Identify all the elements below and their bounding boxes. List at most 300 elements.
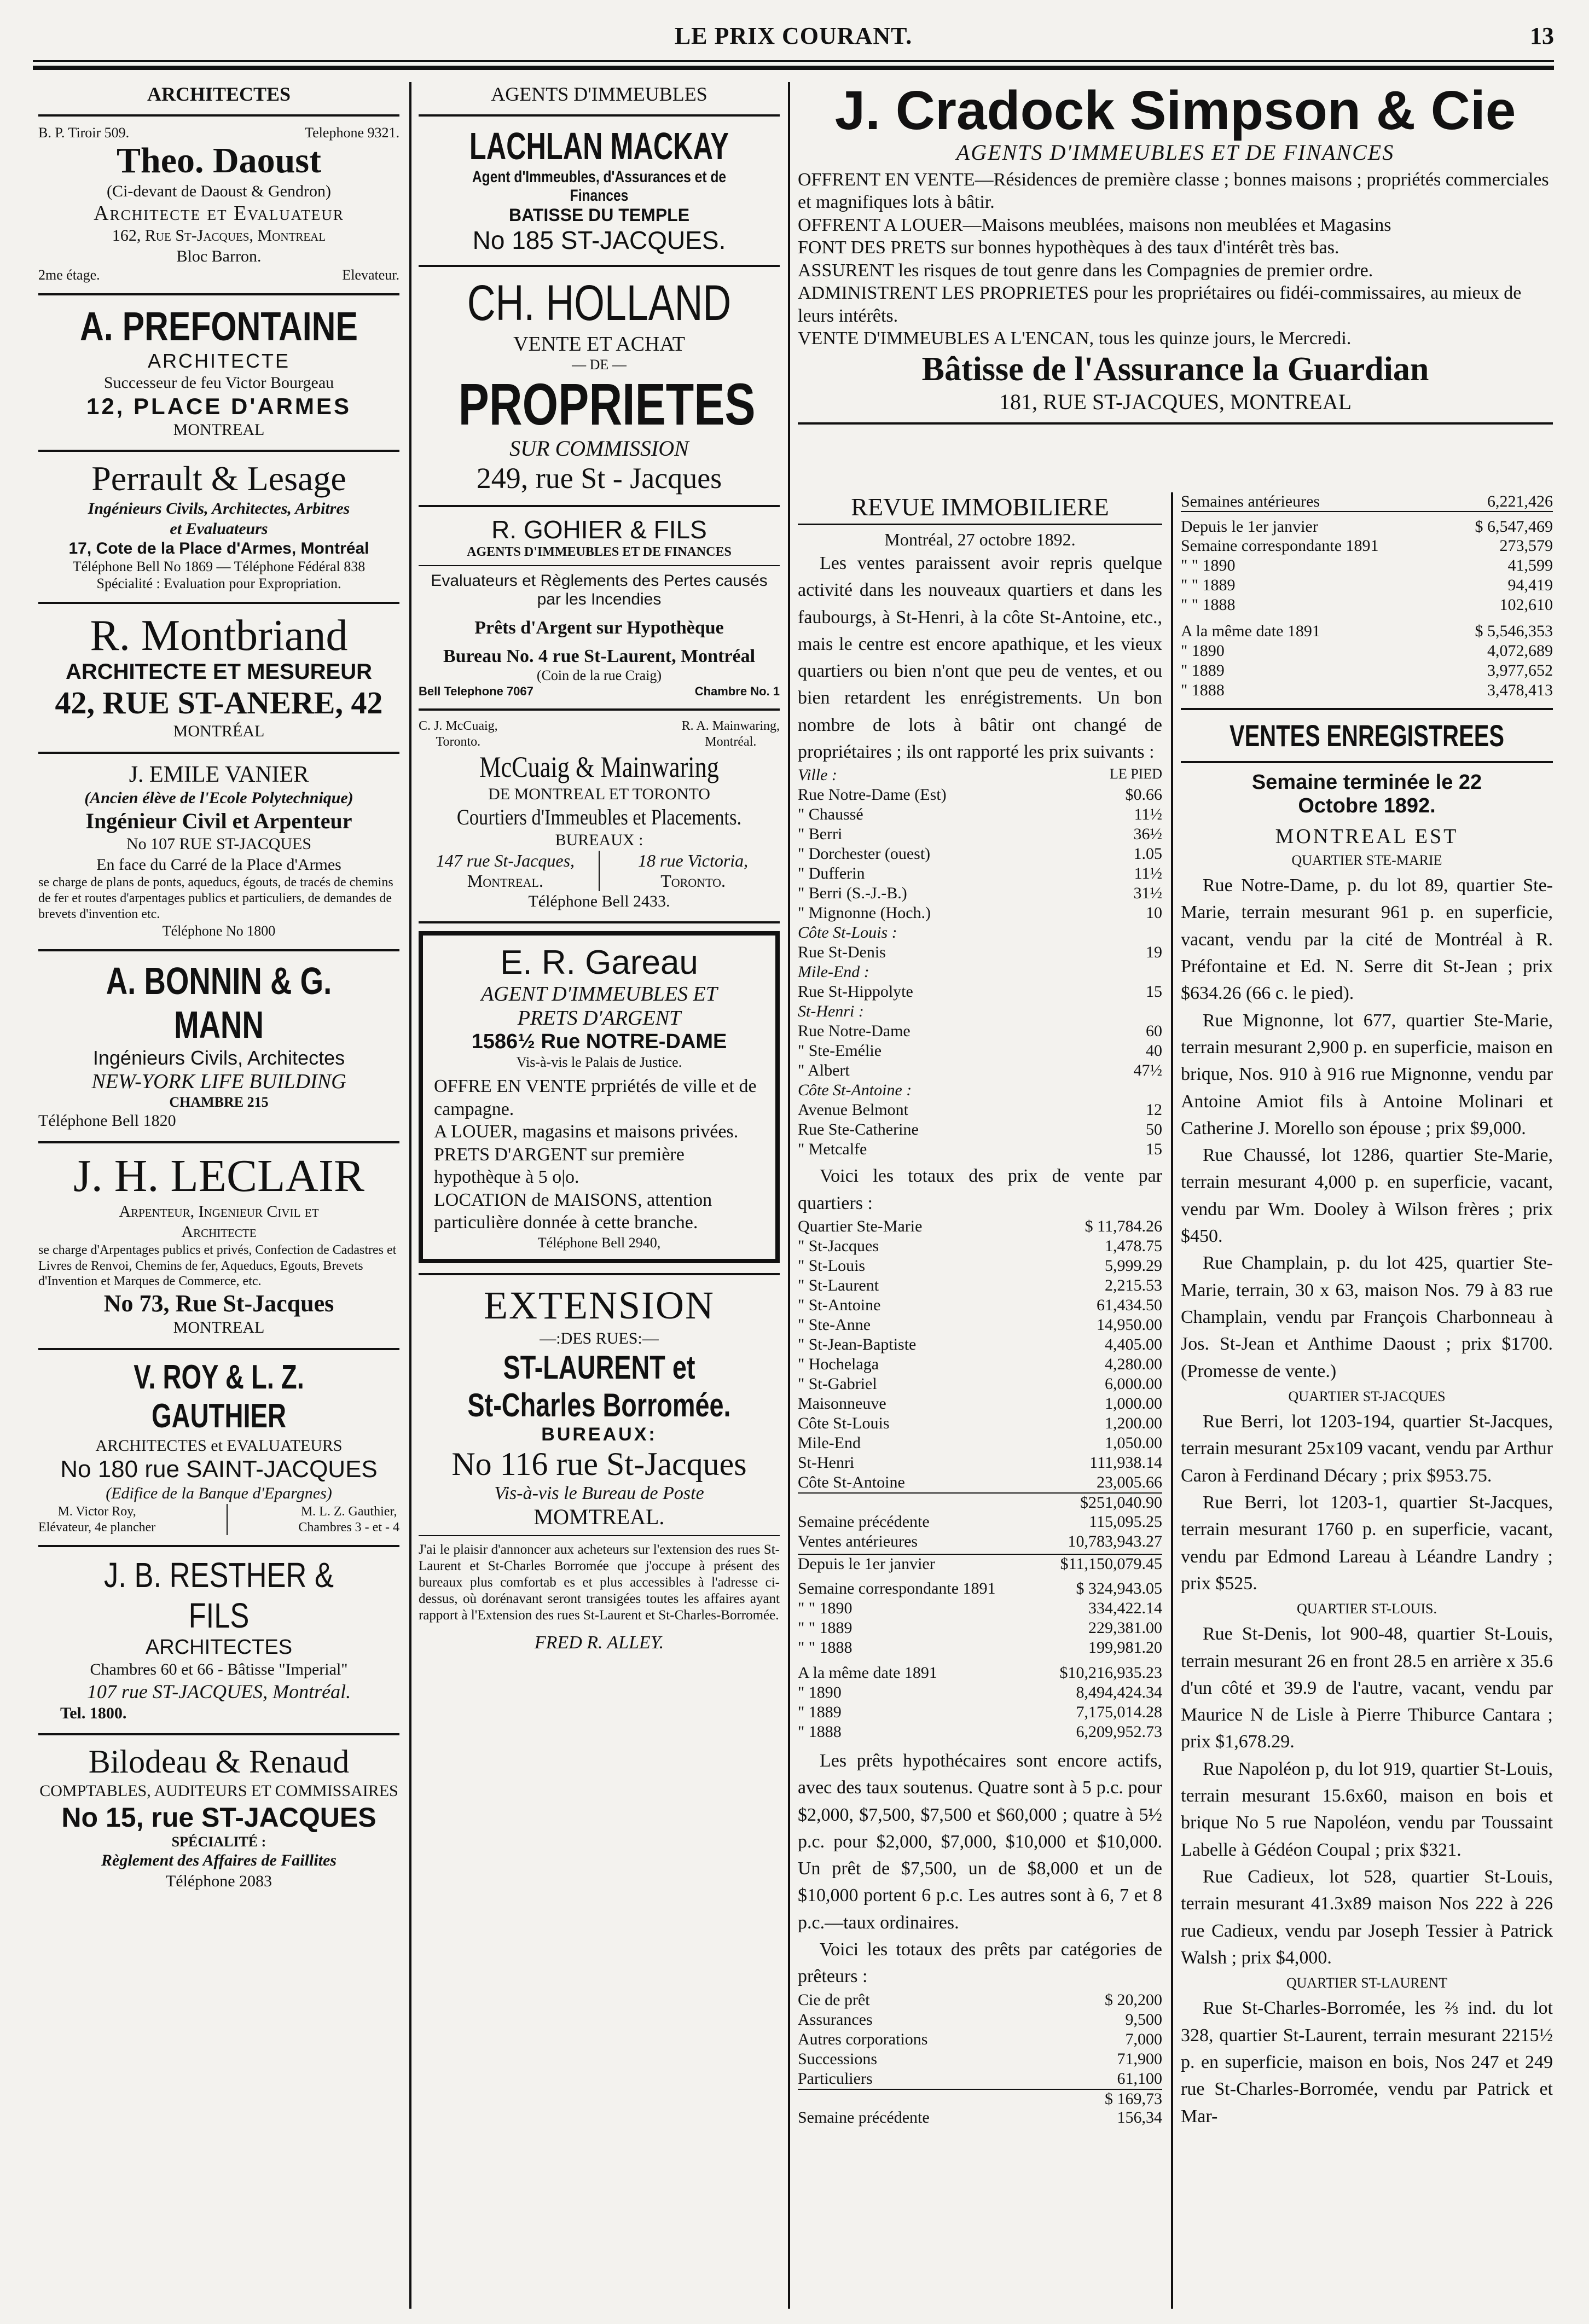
advertiser-name: J. Cradock Simpson & Cie — [834, 80, 1516, 141]
row-value: 40 — [1146, 1042, 1162, 1060]
table-row — [798, 1276, 1162, 1295]
section-title: VENTES ENREGISTREES — [1230, 718, 1504, 753]
table-row — [798, 1433, 1162, 1453]
row-value: 50 — [1146, 1120, 1162, 1139]
advertiser-name: Theo. Daoust — [116, 141, 322, 181]
journal-title: LE PRIX COURANT. — [674, 22, 913, 49]
advertiser-name: Bilodeau & Renaud — [88, 1744, 350, 1780]
table-row — [1181, 536, 1553, 556]
row-value: 15 — [1146, 1140, 1162, 1159]
row-label: Avenue Belmont — [798, 1101, 908, 1119]
education: (Ancien élève de l'Ecole Polytechnique) — [84, 788, 353, 807]
column-divider — [1171, 492, 1173, 2309]
column-architects — [38, 82, 399, 1901]
table-row — [798, 1618, 1162, 1638]
row-value: 19 — [1146, 943, 1162, 962]
table-row — [798, 1335, 1162, 1355]
row-value: 5,999.29 — [1105, 1256, 1162, 1275]
table-row — [798, 1355, 1162, 1374]
profession: Ingénieurs Civils, Architectes — [92, 1046, 345, 1069]
service-item: FONT DES PRETS sur bonnes hypothèques à des taux d'intérêt très bas. — [798, 237, 1339, 258]
same-date-table — [1181, 621, 1553, 700]
ad-prefontaine — [38, 303, 399, 440]
table-row — [798, 1599, 1162, 1618]
building: BATISSE DU TEMPLE — [508, 205, 690, 225]
advertiser-name: E. R. Gareau — [500, 944, 698, 982]
address: No 185 ST-JACQUES. — [472, 226, 726, 254]
address: 1586½ Rue NOTRE-DAME — [471, 1030, 727, 1054]
row-label: " Dorchester (ouest) — [798, 845, 931, 863]
sale-entry: Rue Cadieux, lot 528, quartier St-Louis, terrain mesurant 41.3x89 maison Nos 222 à 226 rue Cadieux, vendu par Joseph Tessier à Patrick Walsh ; prix $4,000. — [1181, 1866, 1553, 1968]
ad-bonnin — [38, 959, 399, 1131]
row-label: " Mignonne (Hoch.) — [798, 904, 931, 922]
table-row — [798, 1473, 1162, 1492]
table-row — [798, 805, 1162, 824]
partner-2: R. A. Mainwaring, — [681, 718, 780, 733]
service-item: A LOUER, magasins et maisons privées. — [434, 1122, 739, 1142]
row-value: $ 324,943.05 — [1076, 1579, 1162, 1597]
row-label: " 1888 — [798, 1722, 842, 1741]
subtitle: SUR COMMISSION — [509, 435, 689, 461]
headline: EXTENSION — [484, 1283, 715, 1327]
ad-cradock-simpson — [798, 82, 1553, 432]
table-row — [1181, 661, 1553, 681]
successor: Successeur de feu Victor Bourgeau — [103, 374, 334, 392]
quarter-heading: QUARTIER ST-LAURENT — [1286, 1975, 1448, 1991]
offices-label: BUREAUX : — [555, 831, 643, 850]
row-value: 7,175,014.28 — [1076, 1703, 1162, 1721]
row-value: 1.05 — [1133, 845, 1162, 863]
table-row — [798, 1414, 1162, 1433]
partner-2-office: Chambres 3 - et - 4 — [298, 1520, 399, 1535]
location-note: Vis-à-vis le Palais de Justice. — [516, 1054, 682, 1071]
service-item: LOCATION de MAISONS, attention particulière donnée à cette branche. — [434, 1189, 712, 1233]
po-box: B. P. Tiroir 509. — [38, 125, 130, 141]
table-row — [1181, 621, 1553, 641]
row-value: 8,494,424.34 — [1076, 1683, 1162, 1701]
advertiser-name: J. H. LECLAIR — [73, 1150, 364, 1201]
profession: AGENTS D'IMMEUBLES ET DE FINANCES — [467, 544, 732, 559]
table-row — [798, 1236, 1162, 1256]
sale-entry: Rue Chaussé, lot 1286, quartier Ste-Marie, terrain mesurant 4,000 p. en superficie, vacant, vendu par Wm. Dooley à Wilson frères ; prix $450. — [1181, 1145, 1553, 1247]
row-label: Autres corporations — [798, 2030, 928, 2048]
table-row — [798, 1638, 1162, 1658]
street-2: St-Charles Borromée. — [467, 1387, 731, 1424]
telephone: Bell Telephone 7067 — [419, 684, 533, 698]
telephone: Telephone 9321. — [305, 125, 399, 141]
advertiser-name: J. EMILE VANIER — [129, 762, 309, 787]
subheading: —:DES RUES:— — [540, 1329, 659, 1347]
row-value: 273,579 — [1499, 537, 1553, 555]
column-divider — [788, 82, 790, 2309]
table-row — [1181, 641, 1553, 661]
row-label: " 1888 — [1181, 681, 1225, 699]
table-row — [798, 1061, 1162, 1080]
room: Chambre No. 1 — [694, 684, 780, 698]
service-item: OFFRENT EN VENTE—Résidences de première classe ; bonnes maisons ; propriétés commerciales et magnifiques lots à bâtir. — [798, 170, 1549, 213]
row-label: Rue Notre-Dame — [798, 1022, 911, 1041]
lenders-table — [798, 1990, 1162, 2089]
row-value: 334,422.14 — [1088, 1599, 1162, 1617]
row-label: " 1890 — [798, 1683, 842, 1701]
row-value: 61,434.50 — [1097, 1295, 1162, 1314]
page-number: 13 — [1530, 22, 1554, 49]
row-label: A la même date 1891 — [1181, 622, 1320, 640]
row-label: " Metcalfe — [798, 1140, 867, 1159]
office-2-city: Toronto. — [660, 870, 726, 891]
telephone: Téléphone Bell 2433. — [528, 892, 670, 910]
article-date: Montréal, 27 octobre 1892. — [884, 530, 1076, 549]
table-subheading: Côte St-Antoine : — [798, 1081, 912, 1100]
table-row — [798, 1295, 1162, 1315]
row-label: Depuis le 1er janvier — [798, 1554, 935, 1573]
address: No 107 RUE ST-JACQUES — [126, 835, 312, 853]
totals-intro: Voici les totaux des prix de vente par quartiers : — [798, 1166, 1162, 1213]
ad-mackay — [419, 124, 780, 255]
service-item: ADMINISTRENT LES PROPRIETES pour les propriétaires ou fidéi-commissaires, au mieux de leurs intérêts. — [798, 283, 1522, 326]
table-row — [798, 864, 1162, 884]
loans-paragraph: Les prêts hypothécaires sont encore actifs, avec des taux soutenus. Quatre sont à 5 p.c. pour $2,000, $7,500, $7,500 et $60,000 ; quatre à 5½ p.c. pour $2,000, $7,000, $10,000 et $10,000. Un prêt de $7,500, un de $8,000 et un de $10,000 portent 6 p.c. Les autres sont à 6, 7 et 8 p.c.—taux ordinaires. — [798, 1750, 1162, 1933]
page-header — [33, 22, 1554, 55]
location-note: En face du Carré de la Place d'Armes — [96, 855, 341, 874]
advertiser-name: A. PREFONTAINE — [80, 304, 358, 350]
row-value: $ 11,784.26 — [1085, 1217, 1162, 1235]
row-value: 11½ — [1134, 864, 1162, 883]
row-value: 156,34 — [1117, 2108, 1162, 2127]
row-value: 3,478,413 — [1487, 681, 1553, 699]
address: 181, RUE ST-JACQUES, MONTREAL — [999, 389, 1352, 414]
row-value: 1,050.00 — [1105, 1433, 1162, 1452]
rooms: Chambres 60 et 66 - Bâtisse "Imperial" — [90, 1660, 348, 1679]
address: 12, PLACE D'ARMES — [86, 393, 352, 419]
row-label: " St-Gabriel — [798, 1374, 877, 1393]
row-value: 115,095.25 — [1089, 1512, 1162, 1531]
row-value: 4,280.00 — [1105, 1355, 1162, 1373]
row-label: Côte St-Antoine — [798, 1473, 905, 1491]
table-row — [798, 982, 1162, 1002]
row-value: 6,000.00 — [1105, 1374, 1162, 1393]
row-label: Cie de prêt — [798, 1990, 870, 2009]
table-row — [798, 923, 1162, 943]
corresponding-table — [798, 1579, 1162, 1658]
table-row — [798, 1100, 1162, 1120]
row-label: " St-Jean-Baptiste — [798, 1335, 917, 1353]
advertiser-name: Perrault & Lesage — [91, 459, 346, 498]
ad-gareau — [419, 931, 780, 1263]
table-row — [798, 1002, 1162, 1021]
row-value: 4,405.00 — [1105, 1335, 1162, 1353]
table-row — [798, 1374, 1162, 1394]
row-label: " 1889 — [1181, 661, 1225, 679]
section-title: AGENTS D'IMMEUBLES — [491, 83, 707, 105]
row-value: 41,599 — [1507, 556, 1553, 574]
telephone: Téléphone 2083 — [165, 1872, 272, 1890]
table-row — [798, 844, 1162, 864]
telephone: Téléphone No 1800 — [162, 922, 276, 939]
row-label: " Ste-Emélie — [798, 1042, 882, 1060]
signature: FRED R. ALLEY. — [534, 1632, 664, 1653]
partner-1: M. Victor Roy, — [57, 1504, 136, 1519]
table-row — [798, 1021, 1162, 1041]
specialty-label: SPÉCIALITÉ : — [171, 1833, 266, 1850]
row-label: Semaines antérieures — [1181, 492, 1320, 510]
office-1-address: 147 rue St-Jacques, — [436, 850, 575, 870]
office: Bureau No. 4 rue St-Laurent, Montréal — [443, 646, 756, 667]
row-label: Particuliers — [798, 2069, 873, 2088]
row-label: " Berri (S.-J.-B.) — [798, 884, 907, 903]
lenders-intro: Voici les totaux des prêts par catégories de prêteurs : — [798, 1939, 1162, 1987]
sale-entry: Rue Berri, lot 1203-194, quartier St-Jacques, terrain mesurant 25x109 vacant, vendu par Arthur Caron à Ferdinand Décary ; prix $953.75. — [1181, 1411, 1553, 1486]
table-subheading: St-Henri : — [798, 1002, 864, 1021]
table-row — [1181, 595, 1553, 615]
table-row — [798, 1140, 1162, 1159]
row-label: Semaine correspondante 1891 — [1181, 537, 1379, 555]
row-label: " Berri — [798, 825, 843, 844]
address: 249, rue St - Jacques — [476, 461, 722, 495]
partner-1-city: Toronto. — [436, 734, 481, 749]
row-label: Successions — [798, 2049, 877, 2068]
since-row — [798, 1554, 1162, 1573]
row-label: St-Henri — [798, 1453, 855, 1472]
table-row — [798, 1663, 1162, 1683]
row-value: 2,215.53 — [1105, 1276, 1162, 1294]
row-value: $ 5,546,353 — [1475, 622, 1553, 640]
column-real-estate-agents — [419, 82, 780, 1663]
row-value: 15 — [1146, 983, 1162, 1001]
lenders-sum: $ 169,73 — [798, 2089, 1162, 2108]
row-value: 10,783,943.27 — [1068, 1532, 1162, 1550]
row-label: " St-Jacques — [798, 1236, 879, 1255]
row-value: $11,150,079.45 — [1060, 1554, 1162, 1573]
row-value: 47½ — [1133, 1061, 1162, 1080]
row-value: 12 — [1146, 1101, 1162, 1119]
totals-sum: $251,040.90 — [798, 1492, 1162, 1512]
row-value: 6,221,426 — [1487, 492, 1553, 510]
table-row — [1181, 576, 1553, 595]
telephone: Téléphone Bell No 1869 — Téléphone Fédéral 838 — [72, 558, 366, 574]
article-revue-immobiliere — [798, 492, 1162, 2127]
row-label: Rue Ste-Catherine — [798, 1120, 919, 1139]
profession: AGENT D'IMMEUBLES ET — [481, 983, 717, 1006]
profession-2: Architecte — [181, 1223, 257, 1241]
table-row — [798, 1532, 1162, 1552]
ad-mccuaig — [419, 718, 780, 911]
row-value: 1,000.00 — [1105, 1394, 1162, 1413]
row-value: 229,381.00 — [1088, 1618, 1162, 1637]
headline: PROPRIETES — [458, 371, 756, 438]
sale-entry: Rue Mignonne, lot 677, quartier Ste-Marie, terrain mesurant 2,900 p. en superficie, maison en brique, Nos. 910 à 916 rue Mignonne, vendu par Antoine Amiot fils à Antoine Molinari et Catherine J. Morello son épouse ; prix $9,000. — [1181, 1010, 1553, 1138]
row-value: 14,950.00 — [1097, 1315, 1162, 1334]
building: Bâtisse de l'Assurance la Guardian — [921, 350, 1429, 388]
row-label: Côte St-Louis — [798, 1414, 890, 1432]
row-value: 1,200.00 — [1105, 1414, 1162, 1432]
row-label: Assurances — [798, 2010, 873, 2029]
ad-montbriand — [38, 612, 399, 742]
table-row — [798, 1990, 1162, 2010]
address: No 180 rue SAINT-JACQUES — [60, 1456, 378, 1483]
services: Evaluateurs et Règlements des Pertes causés par les Incendies — [431, 572, 768, 609]
profession: Ingénieur Civil et Arpenteur — [85, 809, 352, 834]
table-row — [798, 824, 1162, 844]
row-value: 1,478.75 — [1105, 1236, 1162, 1255]
corresponding-table — [1181, 536, 1553, 615]
row-value: 60 — [1146, 1022, 1162, 1041]
ad-leclair — [38, 1151, 399, 1338]
city: MONTRÉAL — [173, 722, 265, 741]
street-1: ST-LAURENT et — [503, 1349, 695, 1386]
room: CHAMBRE 215 — [169, 1094, 269, 1110]
row-label: A la même date 1891 — [798, 1663, 937, 1682]
row-label: Semaine correspondante 1891 — [798, 1579, 996, 1597]
profession: ARCHITECTE ET MESUREUR — [65, 660, 373, 684]
sale-entry: Rue St-Denis, lot 900-48, quartier St-Louis, terrain mesurant 26 en front 28.5 en arrière x 35.6 d'un côté et 39.9 de l'autre, vacant, vendu par Maurice N de Lisle à Pierre Thiburce Cantara ; prix $1,678.29. — [1181, 1624, 1553, 1752]
table-row — [1181, 681, 1553, 700]
location-note: Vis-à-vis le Bureau de Poste — [494, 1483, 704, 1504]
table-row — [798, 1041, 1162, 1061]
ad-roy-gauthier — [38, 1358, 399, 1536]
row-label: " St-Antoine — [798, 1295, 881, 1314]
row-label: " " 1889 — [1181, 576, 1236, 594]
table-heading: Ville : — [798, 766, 837, 785]
partner-2-city: Montréal. — [705, 734, 757, 749]
row-label: " Hochelaga — [798, 1355, 879, 1373]
row-label: Semaine précédente — [798, 2108, 930, 2127]
row-label: Ventes antérieures — [798, 1532, 918, 1550]
sales-list — [1181, 1620, 1553, 1971]
announcement: J'ai le plaisir d'annoncer aux acheteurs sur l'extension des rues St-Laurent et St-Charles Borromée que j'occupe à présent des bureaux plus comfortab es et plus accessibles à l'adresse ci-dessus, où dorénavant seront transigées toutes les affaires ayant rapport à l'Extension des rues St-Laurent et St-Charles-Borromée. — [419, 1542, 780, 1623]
cities: DE MONTREAL ET TORONTO — [488, 785, 710, 803]
row-label: Mile-End — [798, 1433, 861, 1452]
table-row — [798, 1683, 1162, 1703]
row-value: 111,938.14 — [1089, 1453, 1162, 1472]
section-title: ARCHITECTES — [147, 83, 291, 105]
previous-table — [798, 1512, 1162, 1552]
loans: Prêts d'Argent sur Hypothèque — [474, 618, 724, 638]
former-name: (Ci-devant de Daoust & Gendron) — [107, 182, 331, 200]
row-value: 102,610 — [1499, 596, 1553, 614]
advertiser-name: McCuaig & Mainwaring — [479, 750, 719, 783]
row-value: 4,072,689 — [1487, 642, 1553, 660]
table-row — [798, 903, 1162, 923]
advertiser-name: LACHLAN MACKAY — [469, 125, 729, 167]
offices-label: BUREAUX: — [541, 1424, 657, 1445]
elevator: Elevateur. — [342, 267, 399, 283]
advertiser-name: CH. HOLLAND — [467, 275, 732, 331]
profession: Courtiers d'Immeubles et Placements. — [456, 805, 742, 830]
table-row — [798, 1722, 1162, 1742]
row-value: $10,216,935.23 — [1059, 1663, 1162, 1682]
column-ventes — [1181, 492, 1553, 2130]
column-header: LE PIED — [1109, 766, 1162, 782]
row-value: 23,005.66 — [1097, 1473, 1162, 1491]
ad-bilodeau — [38, 1743, 399, 1891]
profession: COMPTABLES, AUDITEURS ET COMMISSAIRES — [39, 1782, 398, 1800]
row-label: " 1889 — [798, 1703, 842, 1721]
table-row — [798, 1315, 1162, 1335]
row-value: 94,419 — [1507, 576, 1553, 594]
sale-entry: Rue Berri, lot 1203-1, quartier St-Jacques, terrain mesurant 1760 p. en superficie, vacant, vendu par Edmond Lareau à Léandre Landry ; prix $525. — [1181, 1492, 1553, 1594]
city: MONTREAL — [173, 420, 265, 439]
row-value: $0.66 — [1125, 786, 1162, 804]
row-label: Rue St-Hippolyte — [798, 983, 913, 1001]
sales-list — [1181, 1408, 1553, 1597]
sale-entry: Rue St-Charles-Borromée, les ⅔ ind. du lot 328, quartier St-Laurent, terrain mesurant 2215½ p. en superficie, maison en bois, Nos 247 et 249 rue St-Charles-Borromée, vendu par Patrick et Mar- — [1181, 1998, 1553, 2127]
address: No 15, rue ST-JACQUES — [61, 1802, 376, 1833]
row-value: 61,100 — [1117, 2069, 1162, 2088]
prices-table — [798, 765, 1162, 1159]
row-label: " " 1888 — [1181, 596, 1236, 614]
row-value: 199,981.20 — [1088, 1638, 1162, 1657]
table-row — [798, 2069, 1162, 2089]
table-row — [1181, 556, 1553, 576]
profession: ARCHITECTES et EVALUATEURS — [95, 1436, 343, 1455]
row-value: 31½ — [1133, 884, 1162, 903]
profession: AGENTS D'IMMEUBLES ET DE FINANCES — [956, 140, 1395, 165]
row-label: " St-Louis — [798, 1256, 866, 1275]
floor: 2me étage. — [38, 267, 100, 283]
row-value: 10 — [1146, 904, 1162, 922]
table-row — [798, 2010, 1162, 2030]
same-date-table — [798, 1663, 1162, 1742]
table-row — [798, 1394, 1162, 1414]
row-value: 7,000 — [1125, 2030, 1162, 2048]
advertiser-name: R. GOHIER & FILS — [491, 515, 707, 544]
profession: Architecte et Evaluateur — [94, 202, 344, 225]
row-label: " " 1888 — [798, 1638, 853, 1657]
totals-table — [798, 1217, 1162, 1492]
ad-perrault — [38, 460, 399, 592]
table-row — [798, 1080, 1162, 1100]
table-row — [798, 1256, 1162, 1276]
row-value: 3,977,652 — [1487, 661, 1553, 679]
row-label: Depuis le 1er janvier — [1181, 518, 1318, 536]
city: MOMTREAL. — [533, 1504, 665, 1530]
connector: — DE — — [572, 357, 627, 373]
row-label: " Dufferin — [798, 864, 865, 883]
partner-2: M. L. Z. Gauthier, — [300, 1504, 397, 1519]
ad-extension — [419, 1283, 780, 1654]
row-value: $ 20,200 — [1105, 1990, 1162, 2009]
header-rule — [33, 60, 1554, 62]
telephone: Téléphone Bell 2940, — [537, 1234, 661, 1251]
sale-entry: Rue Napoléon p, du lot 919, quartier St-Louis, terrain mesurant 15.6x60, maison en bois et brique No 5 rue Napoléon, vendu par Toussaint Labelle à Gédéon Coupal ; prix $321. — [1181, 1758, 1553, 1860]
row-label: " " 1890 — [798, 1599, 853, 1617]
ad-daoust — [38, 124, 399, 283]
address: No 73, Rue St-Jacques — [103, 1290, 334, 1317]
sales-list — [1181, 1995, 1553, 2129]
telephone: Tel. 1800. — [60, 1704, 127, 1722]
ad-resther — [38, 1555, 399, 1723]
quarter-heading: QUARTIER STE-MARIE — [1291, 852, 1442, 868]
corner: (Coin de la rue Craig) — [536, 667, 662, 684]
services: se charge d'Arpentages publics et privés, Confection de Cadastres et Livres de Renvoi, Chemins de fer, Aqueducs, Egouts, Brevets d'Invention et Marques de Commerce, etc. — [38, 1242, 397, 1289]
ad-gohier — [419, 515, 780, 699]
row-label: " 1890 — [1181, 642, 1225, 660]
ad-vanier — [38, 762, 399, 939]
address: No 116 rue St-Jacques — [451, 1446, 747, 1483]
service-item: PRETS D'ARGENT sur première hypothèque à 5 o|o. — [434, 1144, 685, 1188]
row-value: 9,500 — [1125, 2010, 1162, 2029]
table-row — [798, 2049, 1162, 2069]
profession: Ingénieurs Civils, Architectes, Arbitres — [88, 499, 350, 518]
table-row — [798, 2030, 1162, 2049]
row-label: Semaine précédente — [798, 1512, 930, 1531]
row-label: " St-Laurent — [798, 1276, 879, 1294]
partner-1-office: Elévateur, 4e plancher — [38, 1520, 156, 1535]
profession: Agent d'Immeubles, d'Assurances et de Finances — [472, 168, 727, 205]
table-row — [798, 1217, 1162, 1236]
profession: VENTE ET ACHAT — [513, 333, 685, 356]
